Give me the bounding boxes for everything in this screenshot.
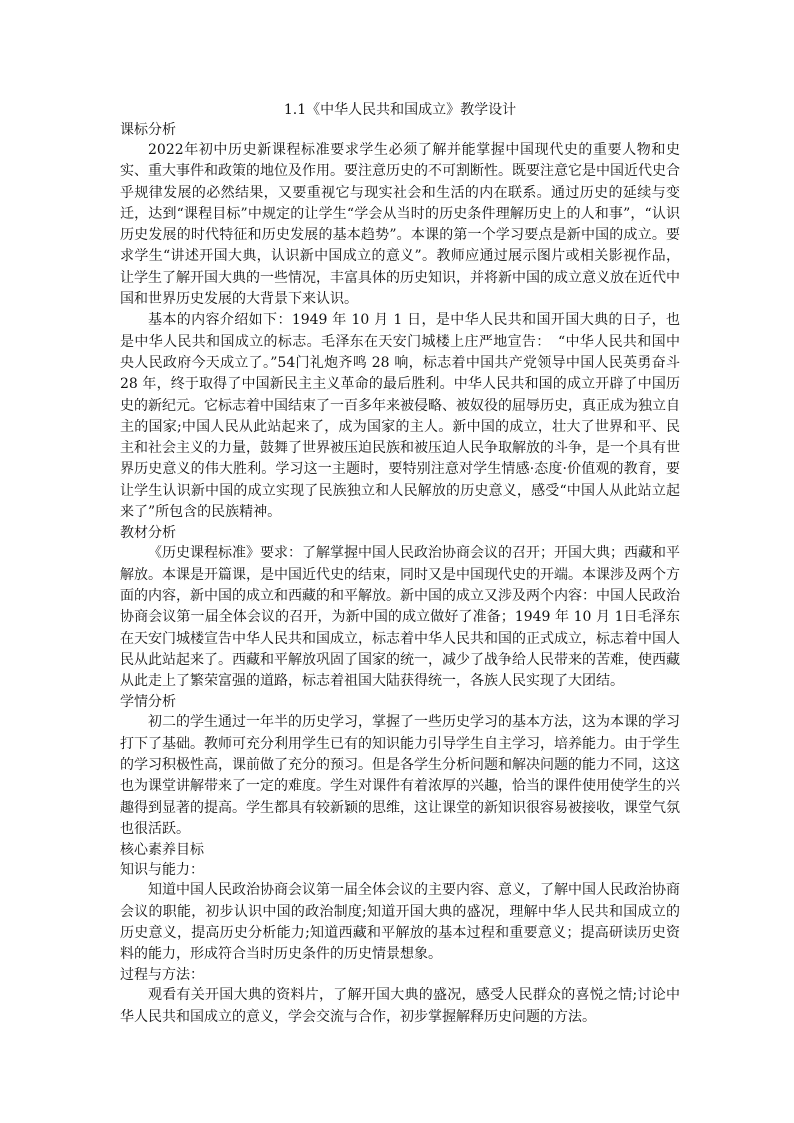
document-page — [120, 100, 680, 1028]
paragraph: 观看有关开国大典的资料片，了解开国大典的盛况，感受人民群众的喜悦之情;讨论中华人民共和国成立的意义，学会交流与合作，初步掌握解释历史问题的方法。 — [120, 987, 680, 1025]
section-heading-textbook: 教材分析 — [120, 525, 176, 542]
section-heading-curriculum: 课标分析 — [120, 122, 176, 138]
paragraph: 基本的内容介绍如下：1949 年 10 月 1 日，是中华人民共和国开国大典的日子，也是中华人民共和国成立的标志。毛泽东在天安门城楼上庄严地宣告： “中华人民共和国中央人民政府今天成立了。”54门礼炮齐鸣 28 响，标志着中国共产党领导中国人民英勇奋斗28 年，终于取得了中国新民主主义革命的最后胜利。中华人民共和国的成立开辟了中国历史的新纪元。它标志着中国结束了一百多年来被侵略、被奴役的屈辱历史，真正成为独立自主的国家;中国人民从此站起来了，成为国家的主人。新中国的成立，壮大了世界和平、民主和社会主义的力量，鼓舞了世界被压迫民族和被压迫人民争取解放的斗争，是一个具有世界历史意义的伟大胜利。学习这一主题时，要特别注意对学生情感·态度·价值观的教育，要让学生认识新中国的成立实现了民族独立和人民解放的历史意义，感受“中国人从此站立起来了”所包含的民族精神。 — [120, 312, 680, 521]
paragraph: 《历史课程标准》要求：了解掌握中国人民政治协商会议的召开；开国大典；西藏和平解放。本课是开篇课，是中国近代史的结束，同时又是中国现代史的开端。本课涉及两个方面的内容，新中国的成立和西藏的和平解放。新中国的成立又涉及两个内容：中国人民政治协商会议第一届全体会议的召开，为新中国的成立做好了准备；1949 年 10 月 1日毛泽东在天安门城楼宣告中华人民共和国成立，标志着中华人民共和国的正式成立，标志着中国人民从此站起来了。西藏和平解放巩固了国家的统一，减少了战争给人民带来的苦难，使西藏从此走上了繁荣富强的道路，标志着祖国大陆获得统一，各族人民实现了大团结。 — [120, 545, 680, 690]
section-heading-goals: 核心素养目标 — [120, 842, 204, 859]
paragraph: 2022年初中历史新课程标准要求学生必须了解并能掌握中国现代史的重要人物和史实、重大事件和政策的地位及作用。要注意历史的不可割断性。既要注意它是中国近代史合乎规律发展的必然结果，又要重视它与现实社会和生活的内在联系。通过历史的延续与变迁，达到“课程目标”中规定的让学生“学会从当时的历史条件理解历史上的人和事”，“认识历史发展的时代特征和历史发展的基本趋势”。本课的第一个学习要点是新中国的成立。要求学生“讲述开国大典，认识新中国成立的意义”。教师应通过展示图片或相关影视作品，让学生了解开国大典的一些情况，丰富具体的历史知识，并将新中国的成立意义放在近代中国和世界历史发展的大背景下来认识。 — [120, 142, 680, 308]
subheading-knowledge: 知识与能力： — [120, 862, 204, 879]
subheading-process: 过程与方法： — [120, 967, 204, 984]
section-heading-students: 学情分析 — [120, 694, 176, 711]
document-title: 1.1《中华人民共和国成立》教学设计 — [283, 102, 517, 118]
paragraph: 知道中国人民政治协商会议第一届全体会议的主要内容、意义，了解中国人民政治协商会议的职能，初步认识中国的政治制度;知道开国大典的盛况，理解中华人民共和国成立的历史意义，提高历史分析能力;知道西藏和平解放的基本过程和重要意义；提高研读历史资料的能力，形成符合当时历史条件的历史情景想象。 — [120, 882, 680, 963]
paragraph: 初二的学生通过一年半的历史学习，掌握了一些历史学习的基本方法，这为本课的学习打下了基础。教师可充分利用学生已有的知识能力引导学生自主学习，培养能力。由于学生的学习积极性高，课前做了充分的预习。但是各学生分析问题和解决问题的能力不同，这这也为课堂讲解带来了一定的难度。学生对课件有着浓厚的兴趣，恰当的课件使用使学生的兴趣得到显著的提高。学生都具有较新颖的思维，这让课堂的新知识很容易被接收，课堂气氛也很活跃。 — [120, 714, 680, 837]
